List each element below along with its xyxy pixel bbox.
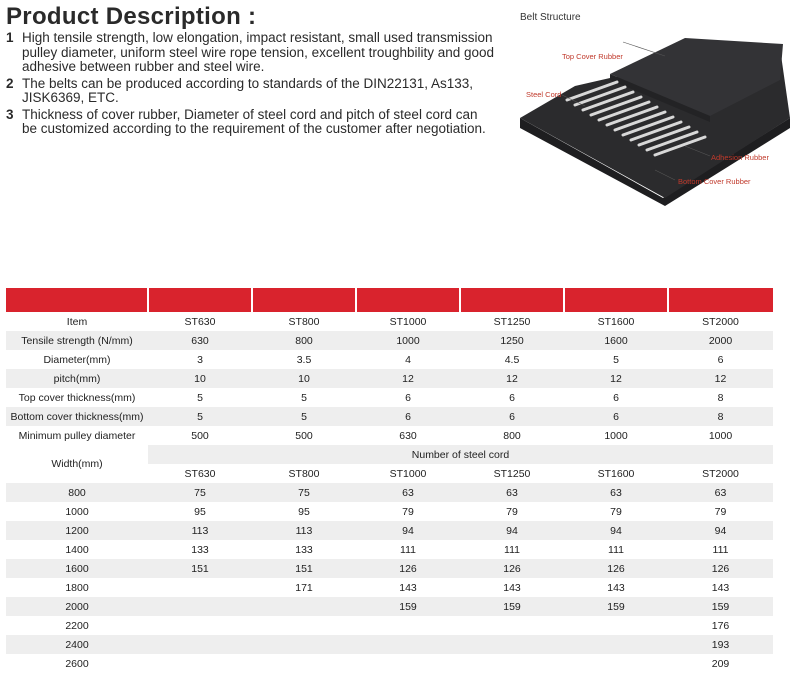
table-row bbox=[6, 559, 773, 578]
table-cell: 5 bbox=[252, 407, 356, 426]
table-cell: 79 bbox=[460, 502, 564, 521]
table-cell: 12 bbox=[356, 369, 460, 388]
table-cell: 94 bbox=[564, 521, 668, 540]
table-cell: 6 bbox=[564, 388, 668, 407]
table-row bbox=[6, 369, 773, 388]
table-row bbox=[6, 331, 773, 350]
table-cell: 6 bbox=[564, 407, 668, 426]
table-cell: 94 bbox=[460, 521, 564, 540]
table-cell: 800 bbox=[252, 331, 356, 350]
table-cell: 193 bbox=[668, 635, 773, 654]
table-cell: ST800 bbox=[252, 312, 356, 331]
label-adhesion: Adhesion Rubber bbox=[711, 153, 769, 162]
table-cell: 2000 bbox=[668, 331, 773, 350]
table-cell: 75 bbox=[148, 483, 252, 502]
table-header-bar bbox=[6, 288, 773, 312]
table-cell: 10 bbox=[148, 369, 252, 388]
row-label: Minimum pulley diameter bbox=[6, 426, 148, 445]
point-number: 2 bbox=[6, 75, 14, 91]
description-point bbox=[6, 108, 496, 137]
table-cell bbox=[356, 635, 460, 654]
row-label: Top cover thickness(mm) bbox=[6, 388, 148, 407]
table-cell: 113 bbox=[252, 521, 356, 540]
table-row bbox=[6, 483, 773, 502]
table-cell: 209 bbox=[668, 654, 773, 673]
width-value: 2000 bbox=[6, 597, 148, 616]
table-cell bbox=[148, 654, 252, 673]
table-cell bbox=[148, 635, 252, 654]
table-cell: 1000 bbox=[356, 331, 460, 350]
table-cell: 176 bbox=[668, 616, 773, 635]
point-text: High tensile strength, low elongation, impact resistant, small used transmission pulley diameter, uniform steel wire rope tension, excellent troughbility and good adhesive between rubber and steel wire. bbox=[22, 30, 495, 74]
point-number: 1 bbox=[6, 30, 14, 45]
width-label: Width(mm) bbox=[6, 445, 148, 483]
column-header: ST1250 bbox=[460, 464, 564, 483]
table-cell bbox=[252, 654, 356, 673]
column-header: ST800 bbox=[252, 464, 356, 483]
table-cell: 79 bbox=[668, 502, 773, 521]
table-cell: ST630 bbox=[148, 312, 252, 331]
table-cell: 63 bbox=[668, 483, 773, 502]
table-cell: 3 bbox=[148, 350, 252, 369]
table-cell: 5 bbox=[252, 388, 356, 407]
table-cell: 1000 bbox=[564, 426, 668, 445]
column-header: ST2000 bbox=[668, 464, 773, 483]
table-cell: 4 bbox=[356, 350, 460, 369]
point-number: 3 bbox=[6, 106, 14, 122]
width-value: 1800 bbox=[6, 578, 148, 597]
table-cell: 111 bbox=[356, 540, 460, 559]
table-row bbox=[6, 312, 773, 331]
width-value: 2600 bbox=[6, 654, 148, 673]
table-row bbox=[6, 540, 773, 559]
table-cell: 95 bbox=[148, 502, 252, 521]
width-value: 2200 bbox=[6, 616, 148, 635]
table-cell bbox=[148, 597, 252, 616]
table-cell: ST1000 bbox=[356, 312, 460, 331]
table-cell: 6 bbox=[356, 388, 460, 407]
table-cell: 6 bbox=[460, 407, 564, 426]
table-cell: 159 bbox=[668, 597, 773, 616]
label-steel-cord: Steel Cord bbox=[526, 90, 562, 99]
table-cell bbox=[252, 597, 356, 616]
table-cell: 159 bbox=[460, 597, 564, 616]
spec-table bbox=[6, 288, 773, 673]
table-cell bbox=[564, 616, 668, 635]
table-cell: 126 bbox=[460, 559, 564, 578]
table-cell: 8 bbox=[668, 407, 773, 426]
table-cell: 63 bbox=[460, 483, 564, 502]
table-row bbox=[6, 578, 773, 597]
width-value: 2400 bbox=[6, 635, 148, 654]
table-cell: 133 bbox=[252, 540, 356, 559]
column-header: ST1000 bbox=[356, 464, 460, 483]
table-cell: 75 bbox=[252, 483, 356, 502]
table-cell: 5 bbox=[148, 388, 252, 407]
table-cell: ST1600 bbox=[564, 312, 668, 331]
table-cell: 113 bbox=[148, 521, 252, 540]
table-cell: 143 bbox=[460, 578, 564, 597]
width-value: 1400 bbox=[6, 540, 148, 559]
table-cell: 12 bbox=[564, 369, 668, 388]
table-cell: 12 bbox=[460, 369, 564, 388]
table-row bbox=[6, 635, 773, 654]
table-cell bbox=[148, 616, 252, 635]
table-cell: ST1250 bbox=[460, 312, 564, 331]
width-value: 800 bbox=[6, 483, 148, 502]
point-text: The belts can be produced according to standards of the DIN22131, As133, JISK6369, ETC. bbox=[22, 75, 474, 105]
width-value: 1600 bbox=[6, 559, 148, 578]
table-row bbox=[6, 407, 773, 426]
table-cell: 126 bbox=[356, 559, 460, 578]
table-cell: 5 bbox=[564, 350, 668, 369]
table-cell bbox=[356, 654, 460, 673]
table-cell: 151 bbox=[252, 559, 356, 578]
table-cell: 6 bbox=[668, 350, 773, 369]
table-cell: 111 bbox=[564, 540, 668, 559]
table-cell bbox=[252, 616, 356, 635]
table-cell: 94 bbox=[356, 521, 460, 540]
page-title: Product Description : bbox=[6, 3, 257, 30]
description-point bbox=[6, 31, 496, 75]
description-list bbox=[6, 31, 496, 139]
table-cell: 1250 bbox=[460, 331, 564, 350]
table-cell: 126 bbox=[564, 559, 668, 578]
table-cell: 111 bbox=[668, 540, 773, 559]
table-cell bbox=[356, 616, 460, 635]
table-cell: 63 bbox=[356, 483, 460, 502]
point-text: Thickness of cover rubber, Diameter of steel cord and pitch of steel cord can be customized according to the requirement of the customer after negotiation. bbox=[22, 106, 486, 136]
row-label: Item bbox=[6, 312, 148, 331]
table-row bbox=[6, 350, 773, 369]
table-cell: 94 bbox=[668, 521, 773, 540]
table-cell: 133 bbox=[148, 540, 252, 559]
table-cell: 143 bbox=[668, 578, 773, 597]
table-cell: 3.5 bbox=[252, 350, 356, 369]
table-row bbox=[6, 654, 773, 673]
cord-caption: Number of steel cord bbox=[148, 445, 773, 464]
table-cell: 630 bbox=[148, 331, 252, 350]
row-label: Bottom cover thickness(mm) bbox=[6, 407, 148, 426]
table-cell: 6 bbox=[356, 407, 460, 426]
table-cell: 111 bbox=[460, 540, 564, 559]
table-row bbox=[6, 445, 773, 464]
table-cell: 500 bbox=[252, 426, 356, 445]
label-top-cover: Top Cover Rubber bbox=[562, 52, 623, 61]
table-cell bbox=[564, 635, 668, 654]
table-cell bbox=[460, 635, 564, 654]
table-cell bbox=[460, 616, 564, 635]
description-point bbox=[6, 77, 496, 106]
column-header: ST630 bbox=[148, 464, 252, 483]
table-cell: 126 bbox=[668, 559, 773, 578]
table-cell: 1600 bbox=[564, 331, 668, 350]
table-cell: 143 bbox=[356, 578, 460, 597]
table-cell: 143 bbox=[564, 578, 668, 597]
table-cell: 171 bbox=[252, 578, 356, 597]
table-cell: 8 bbox=[668, 388, 773, 407]
table-cell: 800 bbox=[460, 426, 564, 445]
table-cell: 10 bbox=[252, 369, 356, 388]
row-label: Diameter(mm) bbox=[6, 350, 148, 369]
table-cell: 500 bbox=[148, 426, 252, 445]
table-cell: 4.5 bbox=[460, 350, 564, 369]
table-cell: 151 bbox=[148, 559, 252, 578]
width-value: 1200 bbox=[6, 521, 148, 540]
table-cell bbox=[148, 578, 252, 597]
table-cell bbox=[460, 654, 564, 673]
table-row bbox=[6, 521, 773, 540]
table-cell: 5 bbox=[148, 407, 252, 426]
belt-structure-title: Belt Structure bbox=[520, 12, 581, 23]
table-row bbox=[6, 502, 773, 521]
table-cell: 1000 bbox=[668, 426, 773, 445]
table-cell: 79 bbox=[356, 502, 460, 521]
table-cell: 63 bbox=[564, 483, 668, 502]
table-cell: ST2000 bbox=[668, 312, 773, 331]
row-label: Tensile strength (N/mm) bbox=[6, 331, 148, 350]
column-header: ST1600 bbox=[564, 464, 668, 483]
table-row bbox=[6, 616, 773, 635]
table-cell: 630 bbox=[356, 426, 460, 445]
table-cell: 95 bbox=[252, 502, 356, 521]
table-cell bbox=[252, 635, 356, 654]
table-cell bbox=[564, 654, 668, 673]
row-label: pitch(mm) bbox=[6, 369, 148, 388]
table-row bbox=[6, 426, 773, 445]
table-row bbox=[6, 597, 773, 616]
table-cell: 159 bbox=[564, 597, 668, 616]
label-bottom-cover: Bottom Cover Rubber bbox=[678, 177, 751, 186]
table-row bbox=[6, 388, 773, 407]
table-cell: 79 bbox=[564, 502, 668, 521]
width-value: 1000 bbox=[6, 502, 148, 521]
table-cell: 159 bbox=[356, 597, 460, 616]
table-cell: 12 bbox=[668, 369, 773, 388]
table-cell: 6 bbox=[460, 388, 564, 407]
